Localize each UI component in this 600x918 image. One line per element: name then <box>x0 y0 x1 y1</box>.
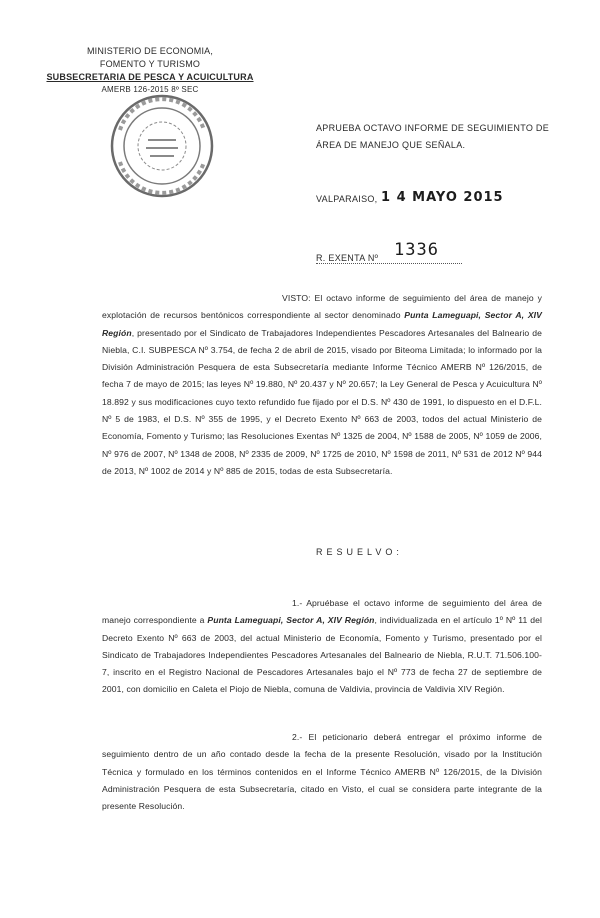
item1-sector: Punta Lameguapi, Sector A, XIV Región <box>207 615 375 626</box>
date-stamp: 1 4 MAYO 2015 <box>381 190 504 205</box>
place-label: VALPARAISO, <box>316 194 378 204</box>
ministry-name: MINISTERIO DE ECONOMIA, <box>86 46 214 56</box>
official-seal-icon <box>106 90 218 202</box>
visto-text-2: , presentado por el Sindicato de Trabajadores Independientes Pescadores Artesanales del Balneario de Niebla, C.I. SUBPESCA Nº 3.754, de fecha 2 de abril de 2015, visado por Biteoma Limitada; lo informado por la División Administración Pesquera de esta Subsecretaría mediante Informe Técnico AMERB Nº 126/2015, de fecha 7 de mayo de 2015; las leyes Nº 19.880, Nº 20.437 y Nº 20.657; la Ley General de Pesca y Acuicultura Nº 18.892 y sus modificaciones cuyo texto refundido fue fijado por el D.S. Nº 430 de 1991, lo dispuesto en el D.F.L. Nº 5 de 1983, el D.S. Nº 355 de 1995, y el Decreto Exento Nº 663 de 2003, todos del actual Ministerio de Economía, Fomento y Turismo; las Resoluciones Exentas Nº 1325 de 2004, Nº 1588 de 2005, Nº 1059 de 2006, Nº 976 de 2007, Nº 1348 de 2008, Nº 2335 de 2009, Nº 1725 de 2010, Nº 1598 de 2011, Nº 531 de 2012 Nº 944 de 2013, Nº 1002 de 2014 y Nº 885 de 2015, todas de esta Subsecretaría. <box>102 327 542 476</box>
visto-lead: VISTO: <box>282 293 311 303</box>
resolution-item-1 <box>102 595 542 699</box>
item2-text: 2.- El peticionario deberá entregar el próximo informe de seguimiento dentro de un año contado desde la fecha de la presente Resolución, visado por la Institución Técnica y formulado en los términos contenidos en el Informe Técnico AMERB Nº 126/2015, de la División Administración Pesquera de esta Subsecretaría, citado en Visto, el cual se considera parte integrante de la presente Resolución. <box>102 732 542 812</box>
file-reference: AMERB 126-2015 8º SEC <box>101 85 199 94</box>
subsecretaria-name: SUBSECRETARIA DE PESCA Y ACUICULTURA <box>46 72 254 82</box>
exenta-number: 1336 <box>394 240 439 260</box>
exenta-label: R. EXENTA Nº <box>316 253 462 264</box>
item1-lead: 1.- Apruébase el octavo informe de seguimiento del área de manejo correspondiente a <box>102 598 542 626</box>
item1-rest: , individualizada en el artículo 1º Nº 11 del Decreto Exento Nº 663 de 2003, del actual Ministerio de Economía, Fomento y Turismo, presentado por el Sindicato de Trabajadores Independientes Pescadores Artesanales del Balneario de Niebla, R.U.T. 71.506.100-7, inscrito en el Registro Nacional de Pescadores Artesanales bajo el Nº 773 de fecha 27 de septiembre de 2001, con domicilio en Caleta el Piojo de Niebla, comuna de Valdivia, provincia de Valdivia XIV Región. <box>102 615 542 695</box>
resolution-item-2 <box>102 729 542 815</box>
resuelvo-heading: RESUELVO: <box>316 547 403 557</box>
ministry-subtitle: FOMENTO Y TURISMO <box>99 59 201 69</box>
visto-sector: Punta Lameguapi, Sector A, XIV Región <box>102 310 542 338</box>
visto-text-1: El octavo informe de seguimiento del área de manejo y explotación de recursos bentónicos correspondiente al sector denominado <box>102 293 542 321</box>
visto-paragraph <box>102 290 542 480</box>
resolution-reference: APRUEBA OCTAVO INFORME DE SEGUIMIENTO DE ÁREA DE MANEJO QUE SEÑALA. <box>316 123 550 150</box>
